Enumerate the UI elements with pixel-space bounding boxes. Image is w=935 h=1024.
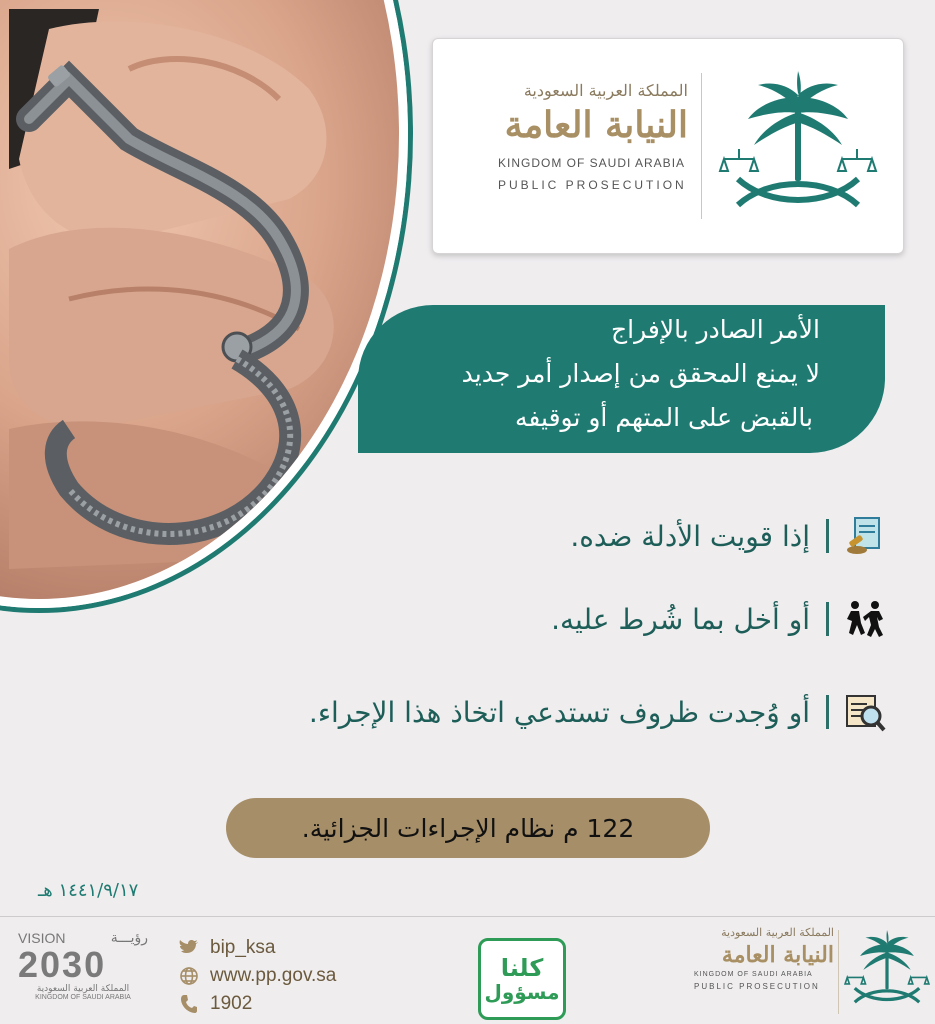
twitter-icon <box>178 937 200 959</box>
condition-item <box>309 690 887 734</box>
footer-emblem-icon <box>844 928 930 1014</box>
vision-kingdom-english: KINGDOM OF SAUDI ARABIA <box>35 994 131 1001</box>
condition-separator <box>826 695 829 729</box>
handcuffs-photo <box>9 9 389 608</box>
condition-separator <box>826 602 829 636</box>
headline-banner <box>358 305 885 453</box>
logo-text-block <box>448 81 688 192</box>
document-gavel-icon <box>843 514 887 558</box>
condition-text: أو أخل بما شُرط عليه. <box>551 602 810 636</box>
vision-label-arabic: رؤيـــة <box>110 930 148 946</box>
chase-icon <box>843 597 887 641</box>
contact-phone[interactable] <box>178 990 336 1018</box>
footer-divider <box>0 916 935 917</box>
vision-kingdom-arabic: المملكة العربية السعودية <box>36 984 130 994</box>
footer-prosecution-arabic: النيابة العامة <box>721 942 834 968</box>
contact-twitter[interactable] <box>178 934 336 962</box>
photo-circle <box>0 0 408 608</box>
condition-text: أو وُجدت ظروف تستدعي اتخاذ هذا الإجراء. <box>308 695 810 729</box>
logo-divider <box>701 73 702 219</box>
condition-item <box>551 597 887 641</box>
kollona-line-1: كلنا <box>500 954 544 982</box>
condition-item <box>570 514 887 558</box>
globe-icon <box>178 965 200 987</box>
vision-label: VISION <box>18 930 66 946</box>
banner-line-3: بالقبض على المتهم أو توقيفه <box>515 403 813 432</box>
logo-prosecution-arabic: النيابة العامة <box>504 104 688 146</box>
magnifier-document-icon <box>843 690 887 734</box>
vision-year: 2030 <box>18 944 107 985</box>
contact-block <box>178 934 336 1018</box>
contact-website[interactable] <box>178 962 336 990</box>
footer-logo-divider <box>838 930 839 1014</box>
emblem-icon <box>718 67 878 227</box>
logo-kingdom-english: KINGDOM OF SAUDI ARABIA <box>498 156 686 170</box>
kollona-line-2: مسؤول <box>484 980 560 1004</box>
condition-separator <box>826 519 829 553</box>
footer-prosecution-english: PUBLIC PROSECUTION <box>694 982 820 991</box>
logo-prosecution-english: PUBLIC PROSECUTION <box>498 178 687 192</box>
footer-kingdom-arabic: المملكة العربية السعودية <box>721 926 834 939</box>
banner-line-1: الأمر الصادر بالإفراج <box>610 315 820 344</box>
footer-logo-text <box>694 926 834 991</box>
phone-number: 1902 <box>210 993 253 1014</box>
banner-line-2: لا يمنع المحقق من إصدار أمر جديد <box>461 359 820 388</box>
website-url: www.pp.gov.sa <box>210 965 337 986</box>
reference-pill: 122 م نظام الإجراءات الجزائية. <box>226 798 710 858</box>
vision-2030-logo <box>18 930 168 1020</box>
footer-kingdom-english: KINGDOM OF SAUDI ARABIA <box>694 971 813 978</box>
hijri-date: ١٤٤١/٩/١٧ هـ <box>38 880 139 901</box>
phone-icon <box>178 993 200 1015</box>
twitter-handle: bip_ksa <box>210 937 276 958</box>
logo-card <box>432 38 904 254</box>
kollona-masool-badge <box>478 938 566 1020</box>
condition-text: إذا قويت الأدلة ضده. <box>570 519 810 553</box>
logo-kingdom-arabic: المملكة العربية السعودية <box>523 81 688 100</box>
